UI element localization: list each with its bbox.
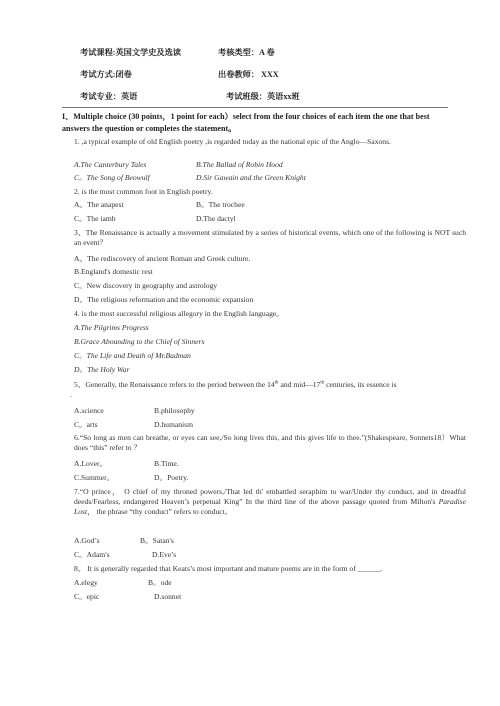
section-title: I、Multiple choice (30 points，1 point for each）select from the four choices of each item the one that best answers the question or completes the statement。 (62, 112, 430, 133)
question-1-option-c: C。The Song of Beowulf (74, 173, 150, 182)
question-5-option-a: A.science (74, 406, 104, 415)
question-5-option-b: B.philosophy (154, 406, 195, 415)
question-7-stem-part-1: 7.“O prince， O chief of my throned powers,/That led th' embattled seraphim to war/Under thy conduct, and in dreadful deeds/Fearless, endangered Heaven’s perpetual King” In the third line of the above passage quoted from Milton's (74, 487, 466, 506)
question-6-option-c: C.Summer。 (74, 473, 115, 482)
question-3-option-b: B.England's domestic rest (74, 267, 153, 276)
question-6-option-a: A.Lover。 (74, 459, 108, 468)
question-3-option-a: A。The rediscovery of ancient Roman and Greek culture. (74, 254, 251, 263)
question-1-option-d: D.Sir Gawain and the Green Knight (196, 173, 306, 182)
question-7-option-c: C。Adam's (74, 550, 110, 559)
question-4-option-d: D。The Holy War (74, 365, 130, 374)
class-label: 考试班级：英语xx班 (226, 92, 300, 101)
question-7-work-title: Paradise Lost (74, 497, 466, 516)
question-8-option-d: D.sonnet (154, 592, 182, 601)
major-label: 考试专业：英语 (80, 92, 138, 101)
question-3-option-d: D。The religious reformation and the economic expansion (74, 295, 254, 304)
header-divider (62, 107, 448, 108)
question-5-stem-part-2: and mid—17 (278, 380, 321, 389)
question-5-option-c: C。arts (74, 420, 98, 429)
header-row-1 (80, 48, 275, 58)
question-8-option-b: B。ode (148, 578, 172, 587)
question-2-option-c: C。The iamb (74, 214, 116, 223)
question-3-option-c: C。New discovery in geography and astrology (74, 281, 218, 290)
header-row-3 (80, 92, 300, 102)
question-2-option-b: B。The trochee (196, 200, 245, 209)
question-7-option-d: D.Eve’s (152, 550, 177, 559)
question-4-stem: 4. is the most successful religious allegory in the English language。 (74, 309, 284, 318)
question-5-stem-part-3: centuries, its essence is (324, 380, 397, 389)
question-5-sup-2: th (320, 380, 325, 386)
question-8-option-c: C。epic (74, 592, 100, 601)
exam-type-label: 考核类型：A 卷 (218, 48, 275, 57)
question-7-option-a: A.God’s (74, 536, 100, 545)
question-8-stem: 8。 It is generally regarded that Keats’s most important and mature poems are in the form of ______. (74, 564, 383, 573)
question-4-option-a: A.The Pilgrims Progress (74, 323, 149, 332)
exam-method-label: 考试方式:闭卷 (80, 70, 132, 79)
question-2-stem: 2. is the most common foot in English poetry. (74, 187, 213, 196)
question-5-stem-tail: . (70, 390, 72, 399)
question-5-option-d: D.humanism (154, 420, 194, 429)
question-1-option-a: A.The Canterbury Tales (74, 160, 147, 169)
question-6-stem: 6.“So long as men can breathe, or eyes can see,/So long lives this, and this gives life to thee.”(Shakespeare, Sonnets18）What does “this” refer to ？ (74, 433, 466, 452)
question-3-stem: 3、The Renaissance is actually a movement stimulated by a series of historical events, which one of the following is NOT such an event？ (74, 228, 466, 247)
question-1-option-b: B.The Ballad of Robin Hood (196, 160, 283, 169)
question-2-option-a: A。The anapest (74, 200, 124, 209)
question-4-option-b: B.Grace Abounding to the Chief of Sinners (74, 337, 205, 346)
question-5-sup-1: th (274, 380, 279, 386)
question-7-stem-part-2: ， the phrase “thy conduct” refers to conduct。 (87, 507, 233, 516)
header-row-2 (80, 70, 279, 80)
question-1-stem: 1. ,a typical example of old English poetry ,is regarded today as the national epic of the Anglo—Saxons. (74, 137, 391, 146)
course-label: 考试课程:英国文学史及选读 (80, 48, 181, 57)
question-6-option-b: B.Time. (154, 459, 179, 468)
teacher-label: 出卷教师： XXX (218, 70, 279, 79)
question-5-stem-part-1: 5、Generally, the Renaissance refers to the period between the 14 (74, 380, 275, 389)
question-7-option-b: B。Satan's (140, 536, 174, 545)
question-8-option-a: A.elegy (74, 578, 98, 587)
question-6-option-d: D。Poetry. (154, 473, 189, 482)
question-5-stem (62, 380, 466, 390)
question-2-option-d: D.The dactyl (196, 214, 236, 223)
question-4-option-c: C。The Life and Death of Mr.Badman (74, 351, 191, 360)
question-7-stem (62, 487, 466, 517)
